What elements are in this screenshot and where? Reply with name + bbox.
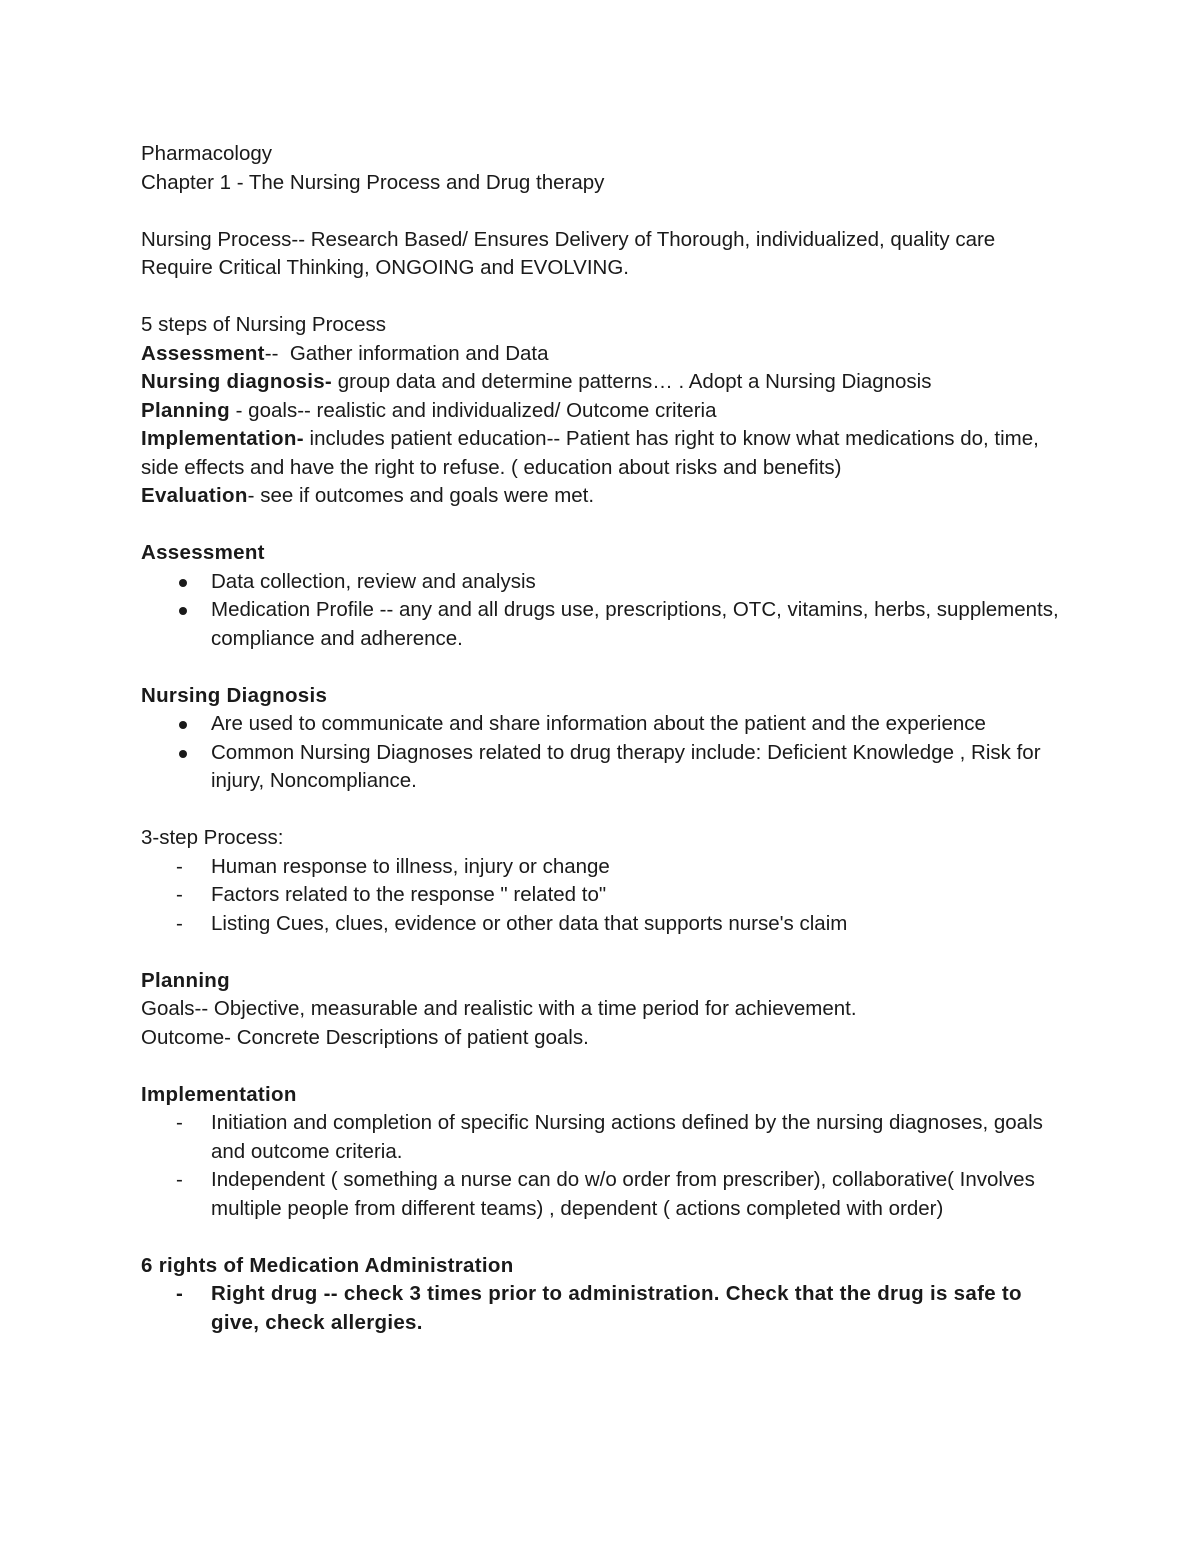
step-term: Assessment [141,341,265,365]
step-text: -- Gather information and Data [264,341,549,365]
intro-line-2: Require Critical Thinking, ONGOING and EVOLVING. [141,256,629,279]
dash-marker: - [176,1282,184,1305]
step-text: includes patient education-- Patient has right to know what medications do, time, side effects and have the right to refuse. ( education about risks and benefits) [141,427,1045,479]
bullet-icon [179,607,187,615]
dash-marker: - [176,1111,183,1134]
step-term: Implementation- [141,427,304,450]
step-term: Nursing diagnosis- [141,370,333,393]
chapter-title: Chapter 1 - The Nursing Process and Drug therapy [141,170,605,194]
step-nursing-diagnosis [141,368,1071,397]
nursing-diagnosis-list [141,710,1071,796]
nursing-diagnosis-heading: Nursing Diagnosis [141,683,328,707]
steps-title: 5 steps of Nursing Process [141,313,386,336]
step-text: - goals-- realistic and individualized/ Outcome criteria [229,398,717,422]
planning-outcome: Outcome- Concrete Descriptions of patient goals. [141,1025,589,1049]
step-planning [141,397,1071,426]
list-item: Data collection, review and analysis [141,568,1071,597]
list-item: - Initiation and completion of specific Nursing actions defined by the nursing diagnoses, goals and outcome criteria. [176,1111,1043,1163]
step-implementation [141,425,1071,482]
three-step-list [141,853,1071,939]
six-rights-list [141,1280,1071,1337]
subject-title: Pharmacology [141,142,273,165]
planning-goals: Goals-- Objective, measurable and realistic with a time period for achievement. [141,997,857,1020]
list-item: Are used to communicate and share information about the patient and the experience [141,710,1071,739]
list-item: - Human response to illness, injury or change [141,853,1071,882]
assessment-list [141,568,1071,654]
implementation-list [141,1109,1071,1223]
list-item: - Listing Cues, clues, evidence or other data that supports nurse's claim [141,910,1071,939]
intro-line-1: Nursing Process-- Research Based/ Ensures Delivery of Thorough, individualized, quality care [141,227,996,251]
step-evaluation [141,482,1071,511]
dash-marker: - [176,1168,183,1191]
list-item: - Factors related to the response " related to" [141,881,1071,910]
list-item: Medication Profile -- any and all drugs use, prescriptions, OTC, vitamins, herbs, supplements, compliance and adherence. [141,596,1071,653]
step-term: Evaluation [141,484,248,507]
bullet-icon [179,750,187,758]
bullet-icon [179,579,187,587]
step-term: Planning [141,398,230,422]
list-item: - Right drug -- check 3 times prior to administration. Check that the drug is safe to give, check allergies. [176,1282,1022,1334]
step-text: - see if outcomes and goals were met. [247,484,595,507]
three-step-title: 3-step Process: [141,826,284,849]
six-rights-heading: 6 rights of Medication Administration [141,1253,514,1277]
dash-marker: - [176,911,183,935]
bullet-icon [179,721,187,729]
implementation-heading: Implementation [141,1082,297,1106]
step-assessment [141,340,1071,369]
planning-heading: Planning [141,968,230,992]
dash-marker: - [176,854,183,878]
assessment-heading: Assessment [141,541,265,564]
list-item: Common Nursing Diagnoses related to drug therapy include: Deficient Knowledge , Risk for injury, Noncompliance. [141,739,1071,796]
dash-marker: - [176,883,183,906]
list-item: - Independent ( something a nurse can do w/o order from prescriber), collaborative( Involves multiple people from different teams) , dependent ( actions completed with order) [176,1168,1035,1220]
step-text: group data and determine patterns… . Adopt a Nursing Diagnosis [332,370,932,393]
